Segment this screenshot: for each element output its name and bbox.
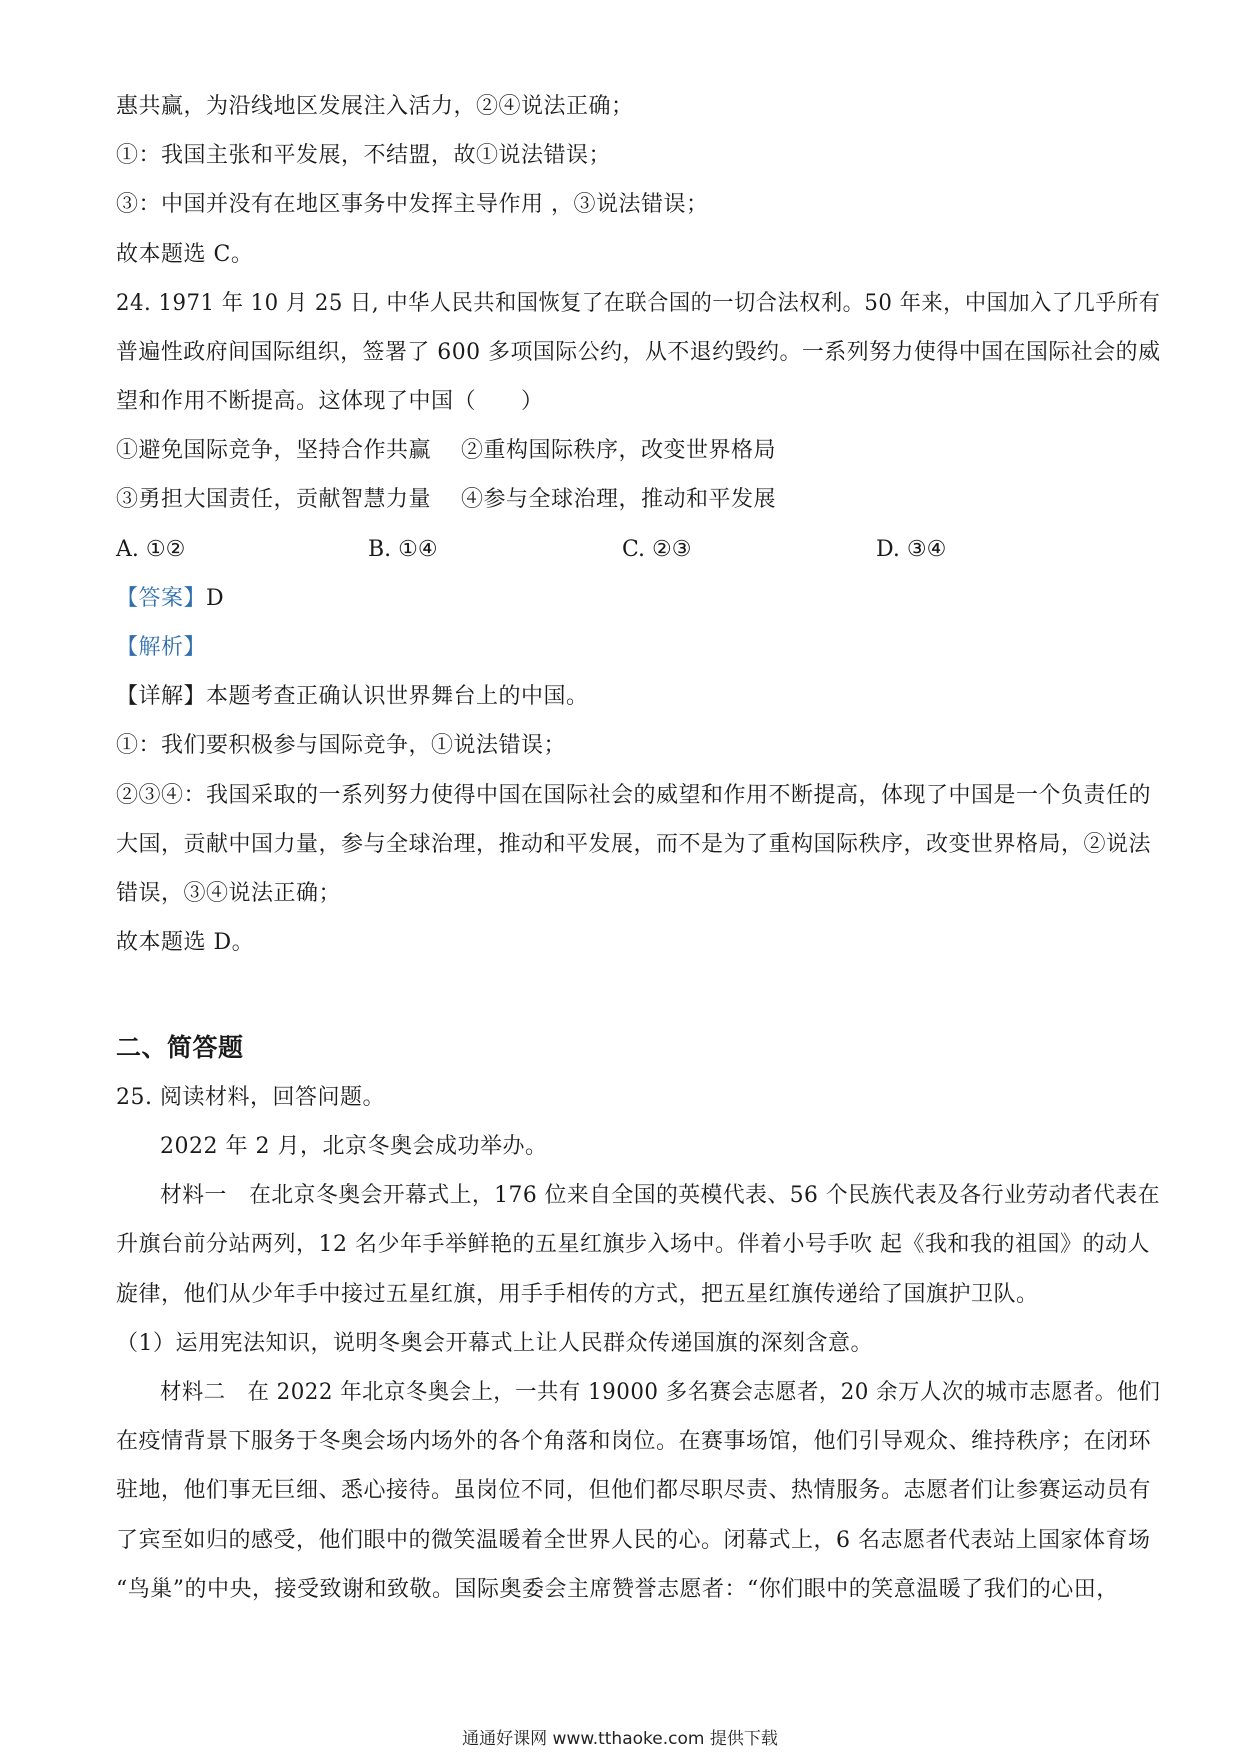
answer-value: D	[206, 586, 225, 611]
q24-stem-3: 望和作用不断提高。这体现了中国（ ）	[116, 389, 544, 414]
prev-line-4: 故本题选 C。	[116, 242, 254, 267]
material-intro: 2022 年 2 月，北京冬奥会成功举办。	[160, 1134, 548, 1159]
detail-line-2: ①：我们要积极参与国际竞争，①说法错误；	[116, 733, 567, 758]
q24-stem-2: 普遍性政府间国际组织，签署了 600 多项国际公约，从不退约毁约。一系列努力使得中国在国际社会的威	[116, 340, 1161, 365]
prev-line-3: ③：中国并没有在地区事务中发挥主导作用 ，③说法错误；	[116, 192, 709, 217]
answer-tag: 【答案】	[116, 586, 207, 611]
material-2-line-5: “鸟巢”的中央，接受致谢和致敬。国际奥委会主席赞誉志愿者：“你们眼中的笑意温暖了我们的心田，	[116, 1577, 1119, 1602]
detail-line-6: 故本题选 D。	[116, 930, 255, 955]
q25-title: 25. 阅读材料，回答问题。	[116, 1085, 385, 1110]
option-c: C. ②③	[622, 537, 692, 562]
analysis-tag: 【解析】	[116, 635, 207, 660]
option-a: A. ①②	[116, 537, 186, 562]
detail-line-1: 【详解】本题考查正确认识世界舞台上的中国。	[116, 684, 589, 709]
analysis-line	[116, 633, 206, 663]
q24-items-1: ①避免国际竞争，坚持合作共赢 ②重构国际秩序，改变世界格局	[116, 438, 776, 463]
material-1-line-3: 旋律，他们从少年手中接过五星红旗，用手手相传的方式，把五星红旗传递给了国旗护卫队。	[116, 1282, 1039, 1307]
material-2-line-3: 驻地，他们事无巨细、悉心接待。虽岗位不同，但他们都尽职尽责、热情服务。志愿者们让参赛运动员有	[116, 1478, 1152, 1503]
section-heading: 二、简答题	[116, 1033, 244, 1062]
material-1-line-2: 升旗台前分站两列，12 名少年手举鲜艳的五星红旗步入场中。伴着小号手吹 起《我和我的祖国》的动人	[116, 1232, 1150, 1257]
q24-stem-1: 24. 1971 年 10 月 25 日, 中华人民共和国恢复了在联合国的一切合法权利。50 年来，中国加入了几乎所有	[116, 291, 1161, 316]
detail-line-5: 错误，③④说法正确；	[116, 881, 342, 906]
prev-line-2: ①：我国主张和平发展，不结盟，故①说法错误；	[116, 143, 612, 168]
material-2-line-1: 材料二 在 2022 年北京冬奥会上，一共有 19000 多名赛会志愿者，20 余万人次的城市志愿者。他们	[160, 1380, 1161, 1405]
detail-line-4: 大国，贡献中国力量，参与全球治理，推动和平发展，而不是为了重构国际秩序，改变世界格局，②说法	[116, 832, 1152, 857]
option-d: D. ③④	[876, 537, 947, 562]
page-footer: 通通好课网 www.tthaoke.com 提供下载	[462, 1729, 778, 1749]
answer-line	[116, 584, 224, 614]
detail-line-3: ②③④：我国采取的一系列努力使得中国在国际社会的威望和作用不断提高，体现了中国是一个负责任的	[116, 783, 1152, 808]
sub-question-1: （1）运用宪法知识，说明冬奥会开幕式上让人民群众传递国旗的深刻含意。	[116, 1331, 873, 1356]
material-2-line-4: 了宾至如归的感受，他们眼中的微笑温暖着全世界人民的心。闭幕式上，6 名志愿者代表站上国家体育场	[116, 1528, 1151, 1553]
material-1-line-1: 材料一 在北京冬奥会开幕式上，176 位来自全国的英模代表、56 个民族代表及各行业劳动者代表在	[160, 1183, 1160, 1208]
material-2-line-2: 在疫情背景下服务于冬奥会场内场外的各个角落和岗位。在赛事场馆，他们引导观众、维持秩序；在闭环	[116, 1429, 1152, 1454]
q24-items-2: ③勇担大国责任，贡献智慧力量 ④参与全球治理，推动和平发展	[116, 487, 776, 512]
prev-line-1: 惠共赢，为沿线地区发展注入活力，②④说法正确；	[116, 94, 634, 119]
option-b: B. ①④	[368, 537, 438, 562]
